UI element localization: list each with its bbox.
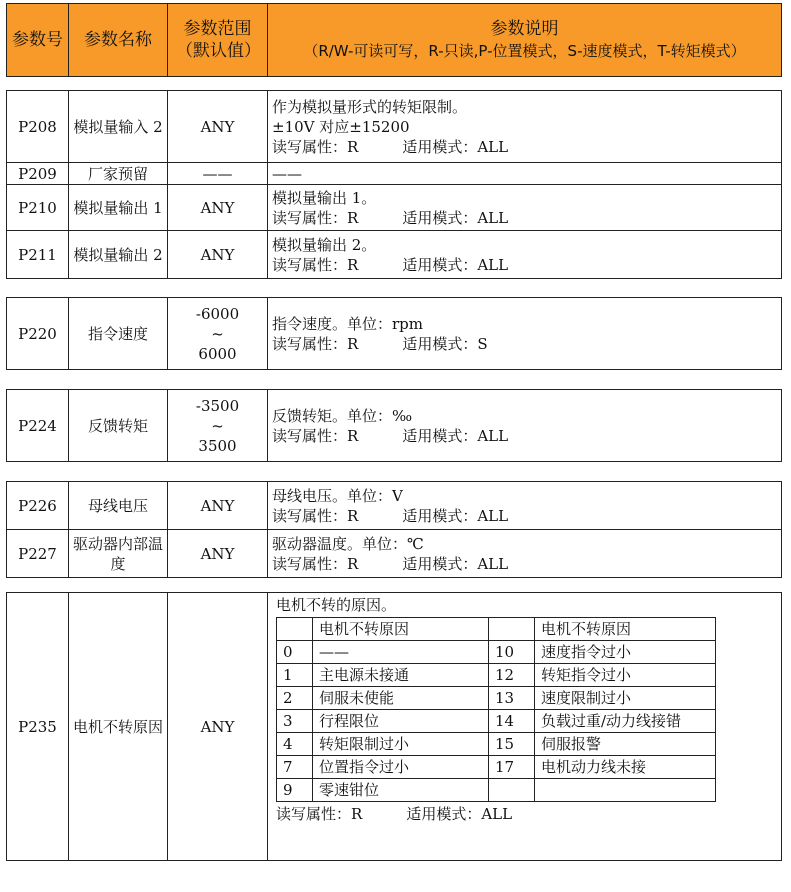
param-code: P210 [7, 185, 69, 231]
param-range: ANY [168, 231, 268, 279]
header-name: 参数名称 [69, 4, 168, 76]
param-range [168, 390, 268, 462]
desc-line: 模拟量输出 2。 [272, 235, 377, 254]
param-name: 模拟量输入 2 [69, 91, 168, 163]
table-row [7, 482, 782, 530]
table-row: 7 位置指令过小 17 电机动力线未接 [277, 756, 716, 779]
param-block-torque [6, 389, 782, 462]
header-range: 参数范围（默认值） [168, 4, 268, 76]
param-desc [268, 593, 782, 861]
param-code: P235 [7, 593, 69, 861]
rw-line: 读写属性：R 适用模式：ALL [272, 426, 509, 445]
param-desc: —— [268, 163, 782, 185]
table-row: 9 零速钳位 [277, 779, 716, 802]
header-desc-title: 参数说明 [490, 19, 559, 39]
header-desc [268, 4, 781, 76]
param-desc [268, 185, 782, 231]
param-range: ANY [168, 185, 268, 231]
param-code: P208 [7, 91, 69, 163]
param-code: P211 [7, 231, 69, 279]
param-block-stop-reason [6, 592, 782, 861]
param-desc [268, 530, 782, 578]
param-code: P209 [7, 163, 69, 185]
range-sep: ~ [211, 416, 224, 435]
desc-line: 作为模拟量形式的转矩限制。 [272, 97, 468, 116]
desc-line: 反馈转矩。单位：‰ [272, 406, 413, 425]
table-row: 0 —— 10 速度指令过小 [277, 641, 716, 664]
param-name: 指令速度 [69, 298, 168, 370]
param-desc [268, 91, 782, 163]
param-range [168, 298, 268, 370]
rw-line: 读写属性：R 适用模式：ALL [272, 137, 509, 156]
table-row [277, 618, 716, 641]
rw-line: 读写属性：R 适用模式：ALL [272, 255, 509, 274]
col-header: 电机不转原因 [313, 618, 489, 641]
param-desc [268, 390, 782, 462]
stop-reason-table [276, 617, 716, 802]
range-min: -6000 [195, 304, 240, 323]
param-desc [268, 298, 782, 370]
param-desc [268, 231, 782, 279]
header-desc-sub: （R/W-可读可写，R-只读,P-位置模式，S-速度模式，T-转矩模式） [303, 42, 746, 60]
table-row [7, 593, 782, 861]
rw-line: 读写属性：R 适用模式：ALL [272, 554, 509, 573]
param-name: 母线电压 [69, 482, 168, 530]
range-min: -3500 [195, 396, 240, 415]
table-row: 4 转矩限制过小 15 伺服报警 [277, 733, 716, 756]
param-block-analog [6, 90, 782, 279]
param-block-speed [6, 297, 782, 370]
rw-line: 读写属性：R 适用模式：S [272, 334, 488, 353]
table-row [7, 298, 782, 370]
table-header [6, 3, 782, 77]
table-row [7, 185, 782, 231]
table-row [7, 231, 782, 279]
range-sep: ~ [211, 324, 224, 343]
param-range: ANY [168, 593, 268, 861]
desc-line: 模拟量输出 1。 [272, 188, 377, 207]
param-range: ANY [168, 482, 268, 530]
desc-line: ±10V 对应±15200 [272, 117, 410, 136]
param-block-drive [6, 481, 782, 578]
col-header: 电机不转原因 [535, 618, 716, 641]
desc-line: 母线电压。单位：V [272, 486, 403, 505]
table-row: 2 伺服未使能 13 速度限制过小 [277, 687, 716, 710]
param-name: 模拟量输出 1 [69, 185, 168, 231]
param-code: P227 [7, 530, 69, 578]
table-row [7, 91, 782, 163]
range-max: 3500 [198, 436, 237, 455]
desc-line: 电机不转的原因。 [276, 596, 397, 614]
param-name: 厂家预留 [69, 163, 168, 185]
rw-line: 读写属性：R 适用模式：ALL [272, 208, 509, 227]
range-max: 6000 [198, 344, 237, 363]
param-name: 电机不转原因 [69, 593, 168, 861]
table-row: 1 主电源未接通 12 转矩指令过小 [277, 664, 716, 687]
table-row [7, 163, 782, 185]
param-desc [268, 482, 782, 530]
header-code: 参数号 [7, 4, 69, 76]
rw-line: 读写属性：R 适用模式：ALL [272, 506, 509, 525]
rw-line: 读写属性：R 适用模式：ALL [276, 805, 513, 823]
param-code: P224 [7, 390, 69, 462]
desc-line: 驱动器温度。单位：℃ [272, 534, 424, 553]
param-name: 模拟量输出 2 [69, 231, 168, 279]
param-range: —— [168, 163, 268, 185]
param-name: 驱动器内部温度 [69, 530, 168, 578]
param-range: ANY [168, 530, 268, 578]
table-row: 3 行程限位 14 负载过重/动力线接错 [277, 710, 716, 733]
table-row [7, 390, 782, 462]
param-name: 反馈转矩 [69, 390, 168, 462]
param-code: P220 [7, 298, 69, 370]
table-row [7, 530, 782, 578]
param-code: P226 [7, 482, 69, 530]
desc-line: 指令速度。单位：rpm [272, 314, 423, 333]
param-range: ANY [168, 91, 268, 163]
